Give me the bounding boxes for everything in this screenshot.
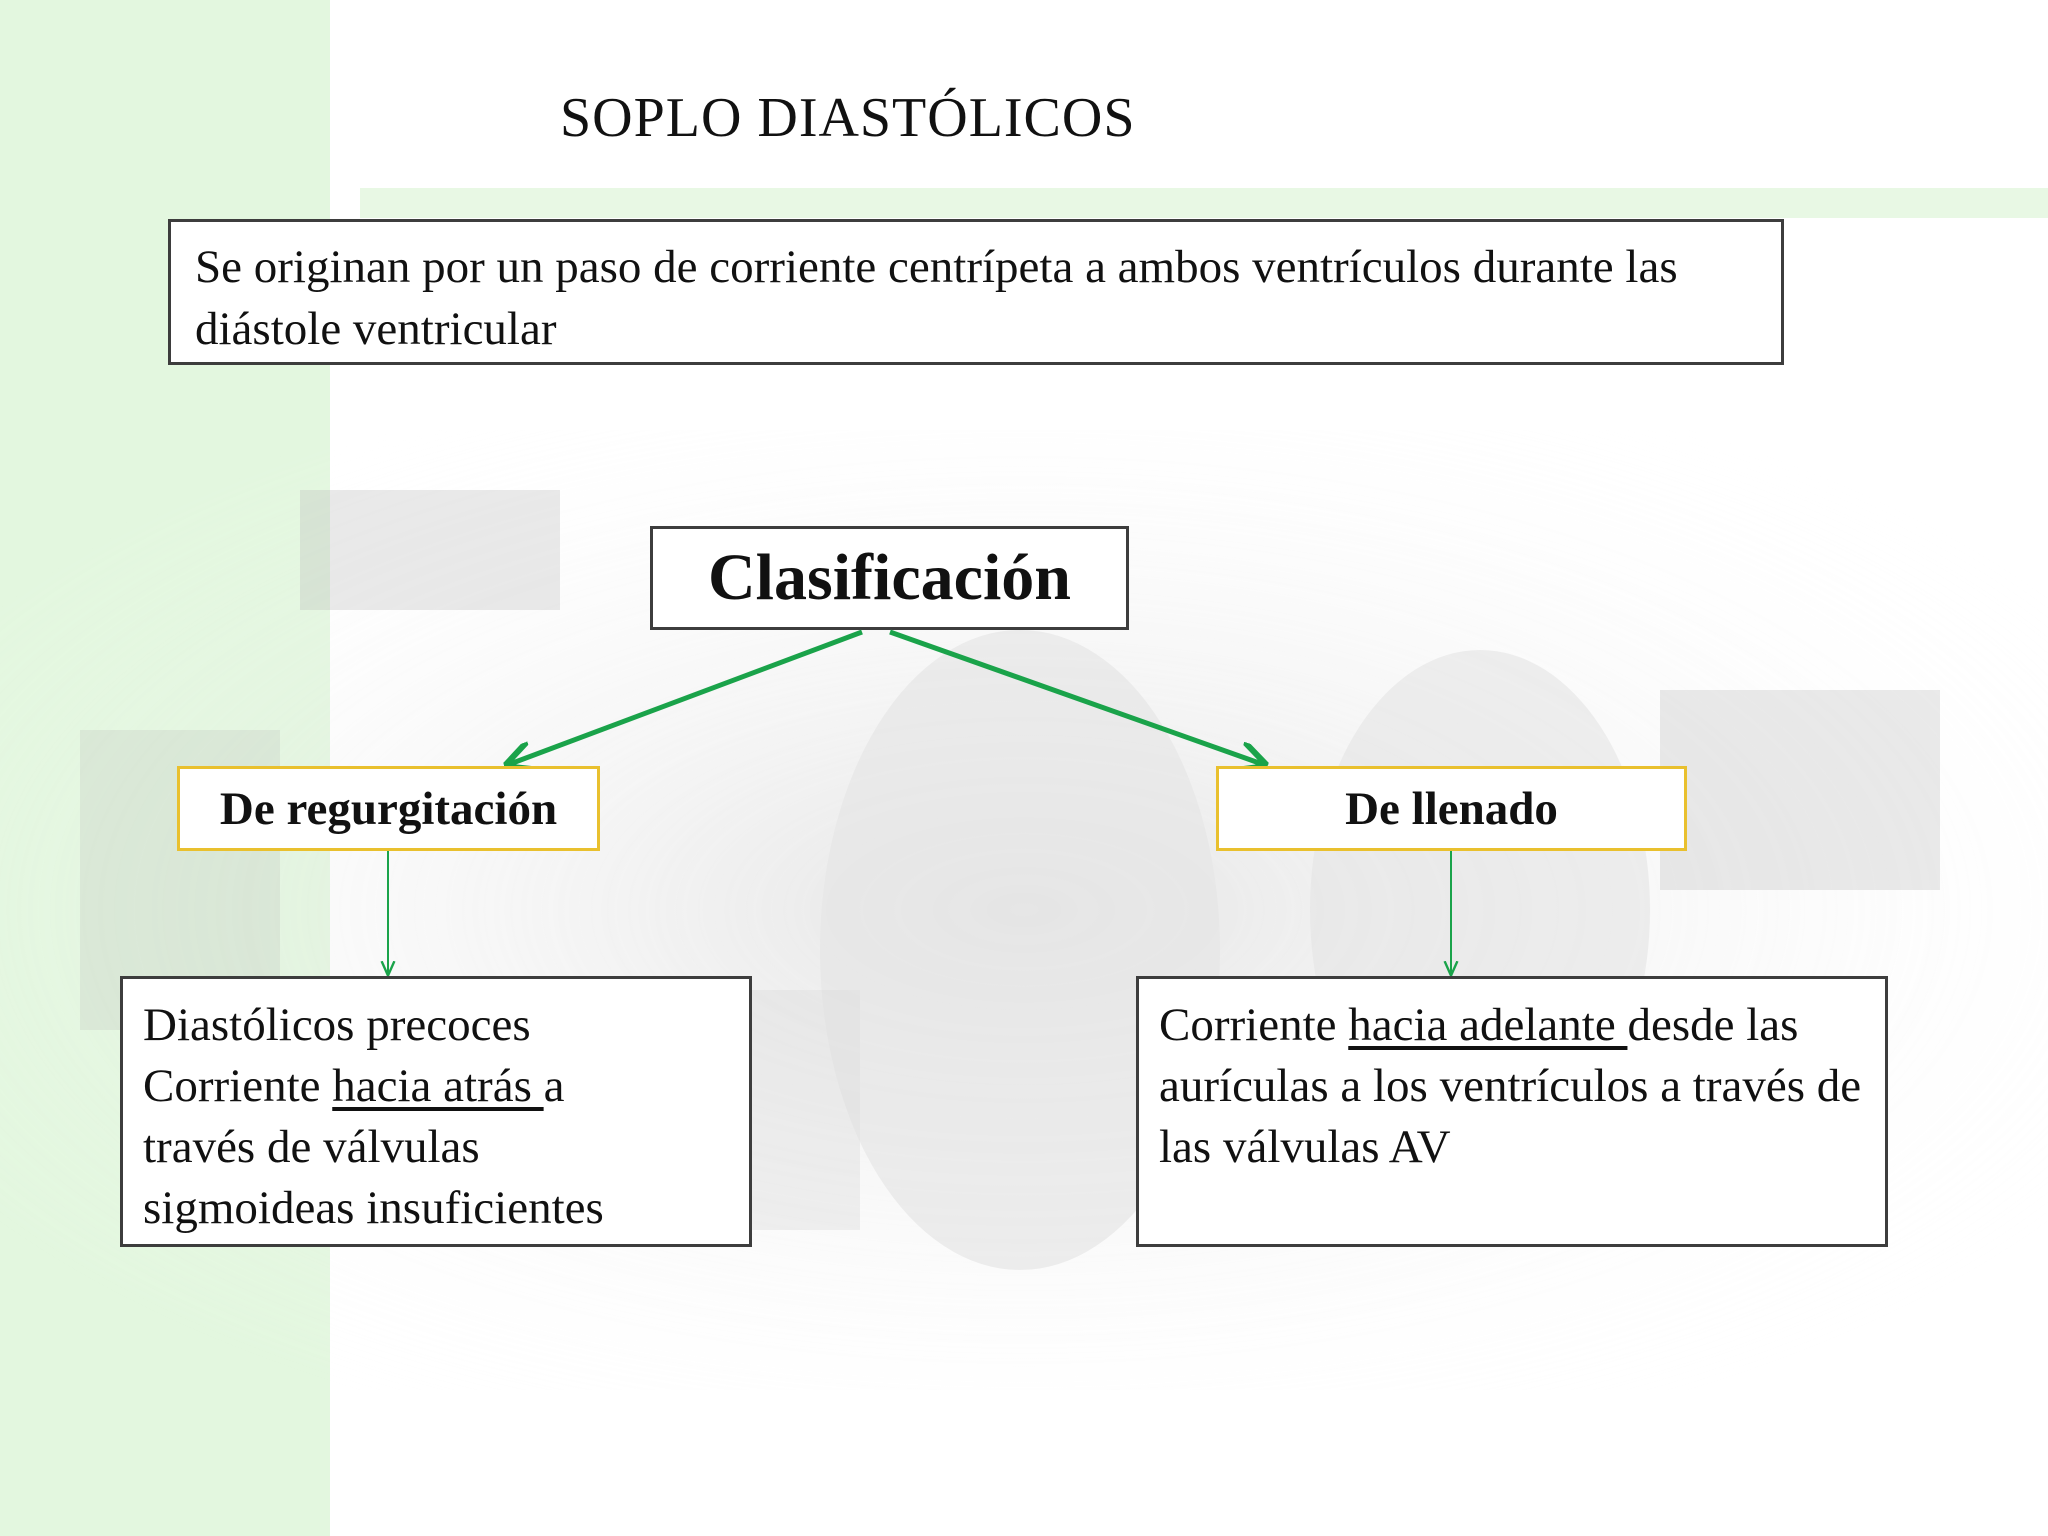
desc-text: desde las aurículas a los ventrículos a través de las válvulas AV <box>1159 999 1862 1173</box>
category-regurgitacion: De regurgitación <box>177 766 600 851</box>
slide-title: SOPLO DIASTÓLICOS <box>560 87 1136 149</box>
desc-line: sigmoideas insuficientes <box>143 1182 604 1234</box>
category-llenado: De llenado <box>1216 766 1687 851</box>
definition-box: Se originan por un paso de corriente centrípeta a ambos ventrículos durante las diástole ventricular <box>168 219 1784 365</box>
desc-line <box>143 1056 729 1117</box>
desc-text: a <box>543 1060 565 1112</box>
desc-line: través de válvulas <box>143 1121 480 1173</box>
desc-underlined-text: hacia atrás <box>332 1060 544 1112</box>
arrow-to-regurgitacion <box>510 632 862 764</box>
description-llenado <box>1136 976 1888 1247</box>
arrow-to-llenado <box>890 632 1262 764</box>
desc-text: Corriente <box>143 1060 333 1112</box>
desc-line: Diastólicos precoces <box>143 999 531 1051</box>
desc-underlined-text: hacia adelante <box>1348 999 1628 1051</box>
desc-text: Corriente <box>1159 999 1349 1051</box>
classification-box: Clasificación <box>650 526 1129 630</box>
description-regurgitacion <box>120 976 752 1247</box>
